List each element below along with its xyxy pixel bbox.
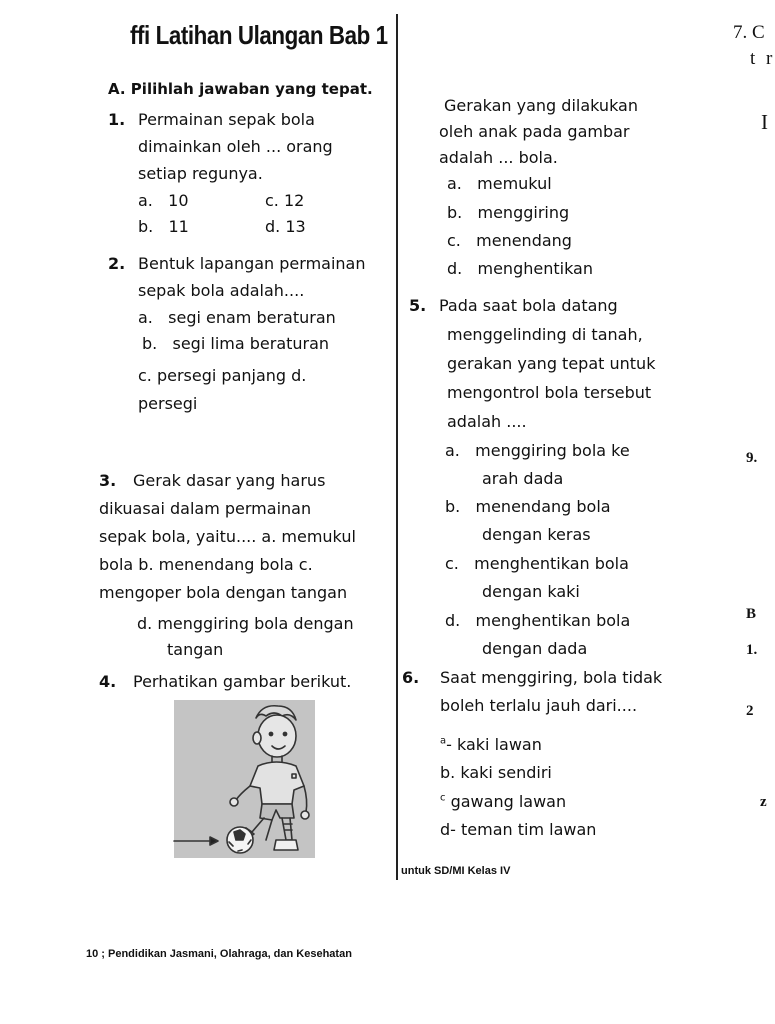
q4-number: 4. [99,672,117,691]
q5-line-1: Pada saat bola datang [439,296,618,315]
q5-option-a-cont: arah dada [482,469,564,488]
right-b2: 2 [746,703,754,719]
q4-option-a: a. memukul [447,174,552,193]
q5-option-b-cont: dengan keras [482,525,591,544]
q4-line-1: Gerakan yang dilakukan [444,96,638,115]
q1-option-b: b. 11 [138,217,189,236]
q1-option-d: d. 13 [265,217,306,236]
q1-line-1: Permainan sepak bola [138,110,315,129]
q5-option-a: a. menggiring bola ke [445,441,630,460]
q5-option-c: c. menghentikan bola [445,554,629,573]
q4-option-d: d. menghentikan [447,259,593,278]
q4-line-3: adalah ... bola. [439,148,558,167]
q3-line-4: bola b. menendang bola c. [99,555,313,574]
q5-number: 5. [409,296,427,315]
footer-right: untuk SD/MI Kelas IV [401,865,511,877]
right-q7: 7. C [733,22,765,43]
q6-number: 6. [402,668,420,687]
q4-option-b: b. menggiring [447,203,570,222]
q2-line-2: sepak bola adalah.... [138,281,305,300]
q3-number: 3. [99,471,117,490]
q6-line-2: boleh terlalu jauh dari.... [440,696,638,715]
q5-line-5: adalah .... [447,412,527,431]
q5-option-c-cont: dengan kaki [482,582,580,601]
q6-option-a-text: - kaki lawan [446,735,542,754]
boy-dribbling-ball-illustration [174,700,315,858]
q5-line-2: menggelinding di tanah, [447,325,643,344]
q5-option-b: b. menendang bola [445,497,611,516]
q6-option-c [440,788,566,815]
q3-line-1: Gerak dasar yang harus [133,471,326,490]
q1-line-2: dimainkan oleh ... orang [138,137,333,156]
q2-number: 2. [108,254,126,273]
right-cut-i: I [761,110,768,134]
q2-line-1: Bentuk lapangan permainan [138,254,366,273]
right-b1: 1. [746,642,758,658]
q6-option-d: d- teman tim lawan [440,820,597,839]
q3-option-d: d. menggiring bola dengan [137,614,354,633]
q3-line-5: mengoper bola dengan tangan [99,583,348,602]
q4-line-2: oleh anak pada gambar [439,122,630,141]
q1-option-a: a. 10 [138,191,189,210]
q2-option-a: a. segi enam beraturan [138,308,336,327]
right-bz: z [760,794,767,810]
q6-option-c-text: gawang lawan [445,792,567,811]
column-divider [396,14,398,880]
q1-line-3: setiap regunya. [138,164,263,183]
right-section-b: B [746,606,757,622]
q6-option-a [440,731,542,758]
q3-option-d-cont: tangan [167,640,224,659]
right-q9: 9. [746,450,758,466]
footer-left: 10 ; Pendidikan Jasmani, Olahraga, dan Kesehatan [86,948,352,960]
q6-option-b: b. kaki sendiri [440,763,552,782]
q2-option-b: b. segi lima beraturan [142,334,330,353]
q6-option-a-mark: a [440,735,447,747]
q2-option-c-cont: persegi [138,394,198,413]
q4-option-c: c. menendang [447,231,572,250]
section-a-heading: A. Pilihlah jawaban yang tepat. [108,80,373,98]
q6-line-1: Saat menggiring, bola tidak [440,668,663,687]
q5-line-3: gerakan yang tepat untuk [447,354,656,373]
q5-option-d-cont: dengan dada [482,639,588,658]
q3-line-3: sepak bola, yaitu.... a. memukul [99,527,356,546]
q3-line-2: dikuasai dalam permainan [99,499,312,518]
q4-text: Perhatikan gambar berikut. [133,672,352,691]
right-q7-cont: t r [750,48,775,69]
q1-option-c: c. 12 [265,191,305,210]
page-title: ffi Latihan Ulangan Bab 1 [130,20,388,50]
q5-option-d: d. menghentikan bola [445,611,631,630]
q1-number: 1. [108,110,126,129]
q2-option-c: c. persegi panjang d. [138,366,307,385]
q5-line-4: mengontrol bola tersebut [447,383,652,402]
q6-option-c-mark: c [440,792,446,804]
